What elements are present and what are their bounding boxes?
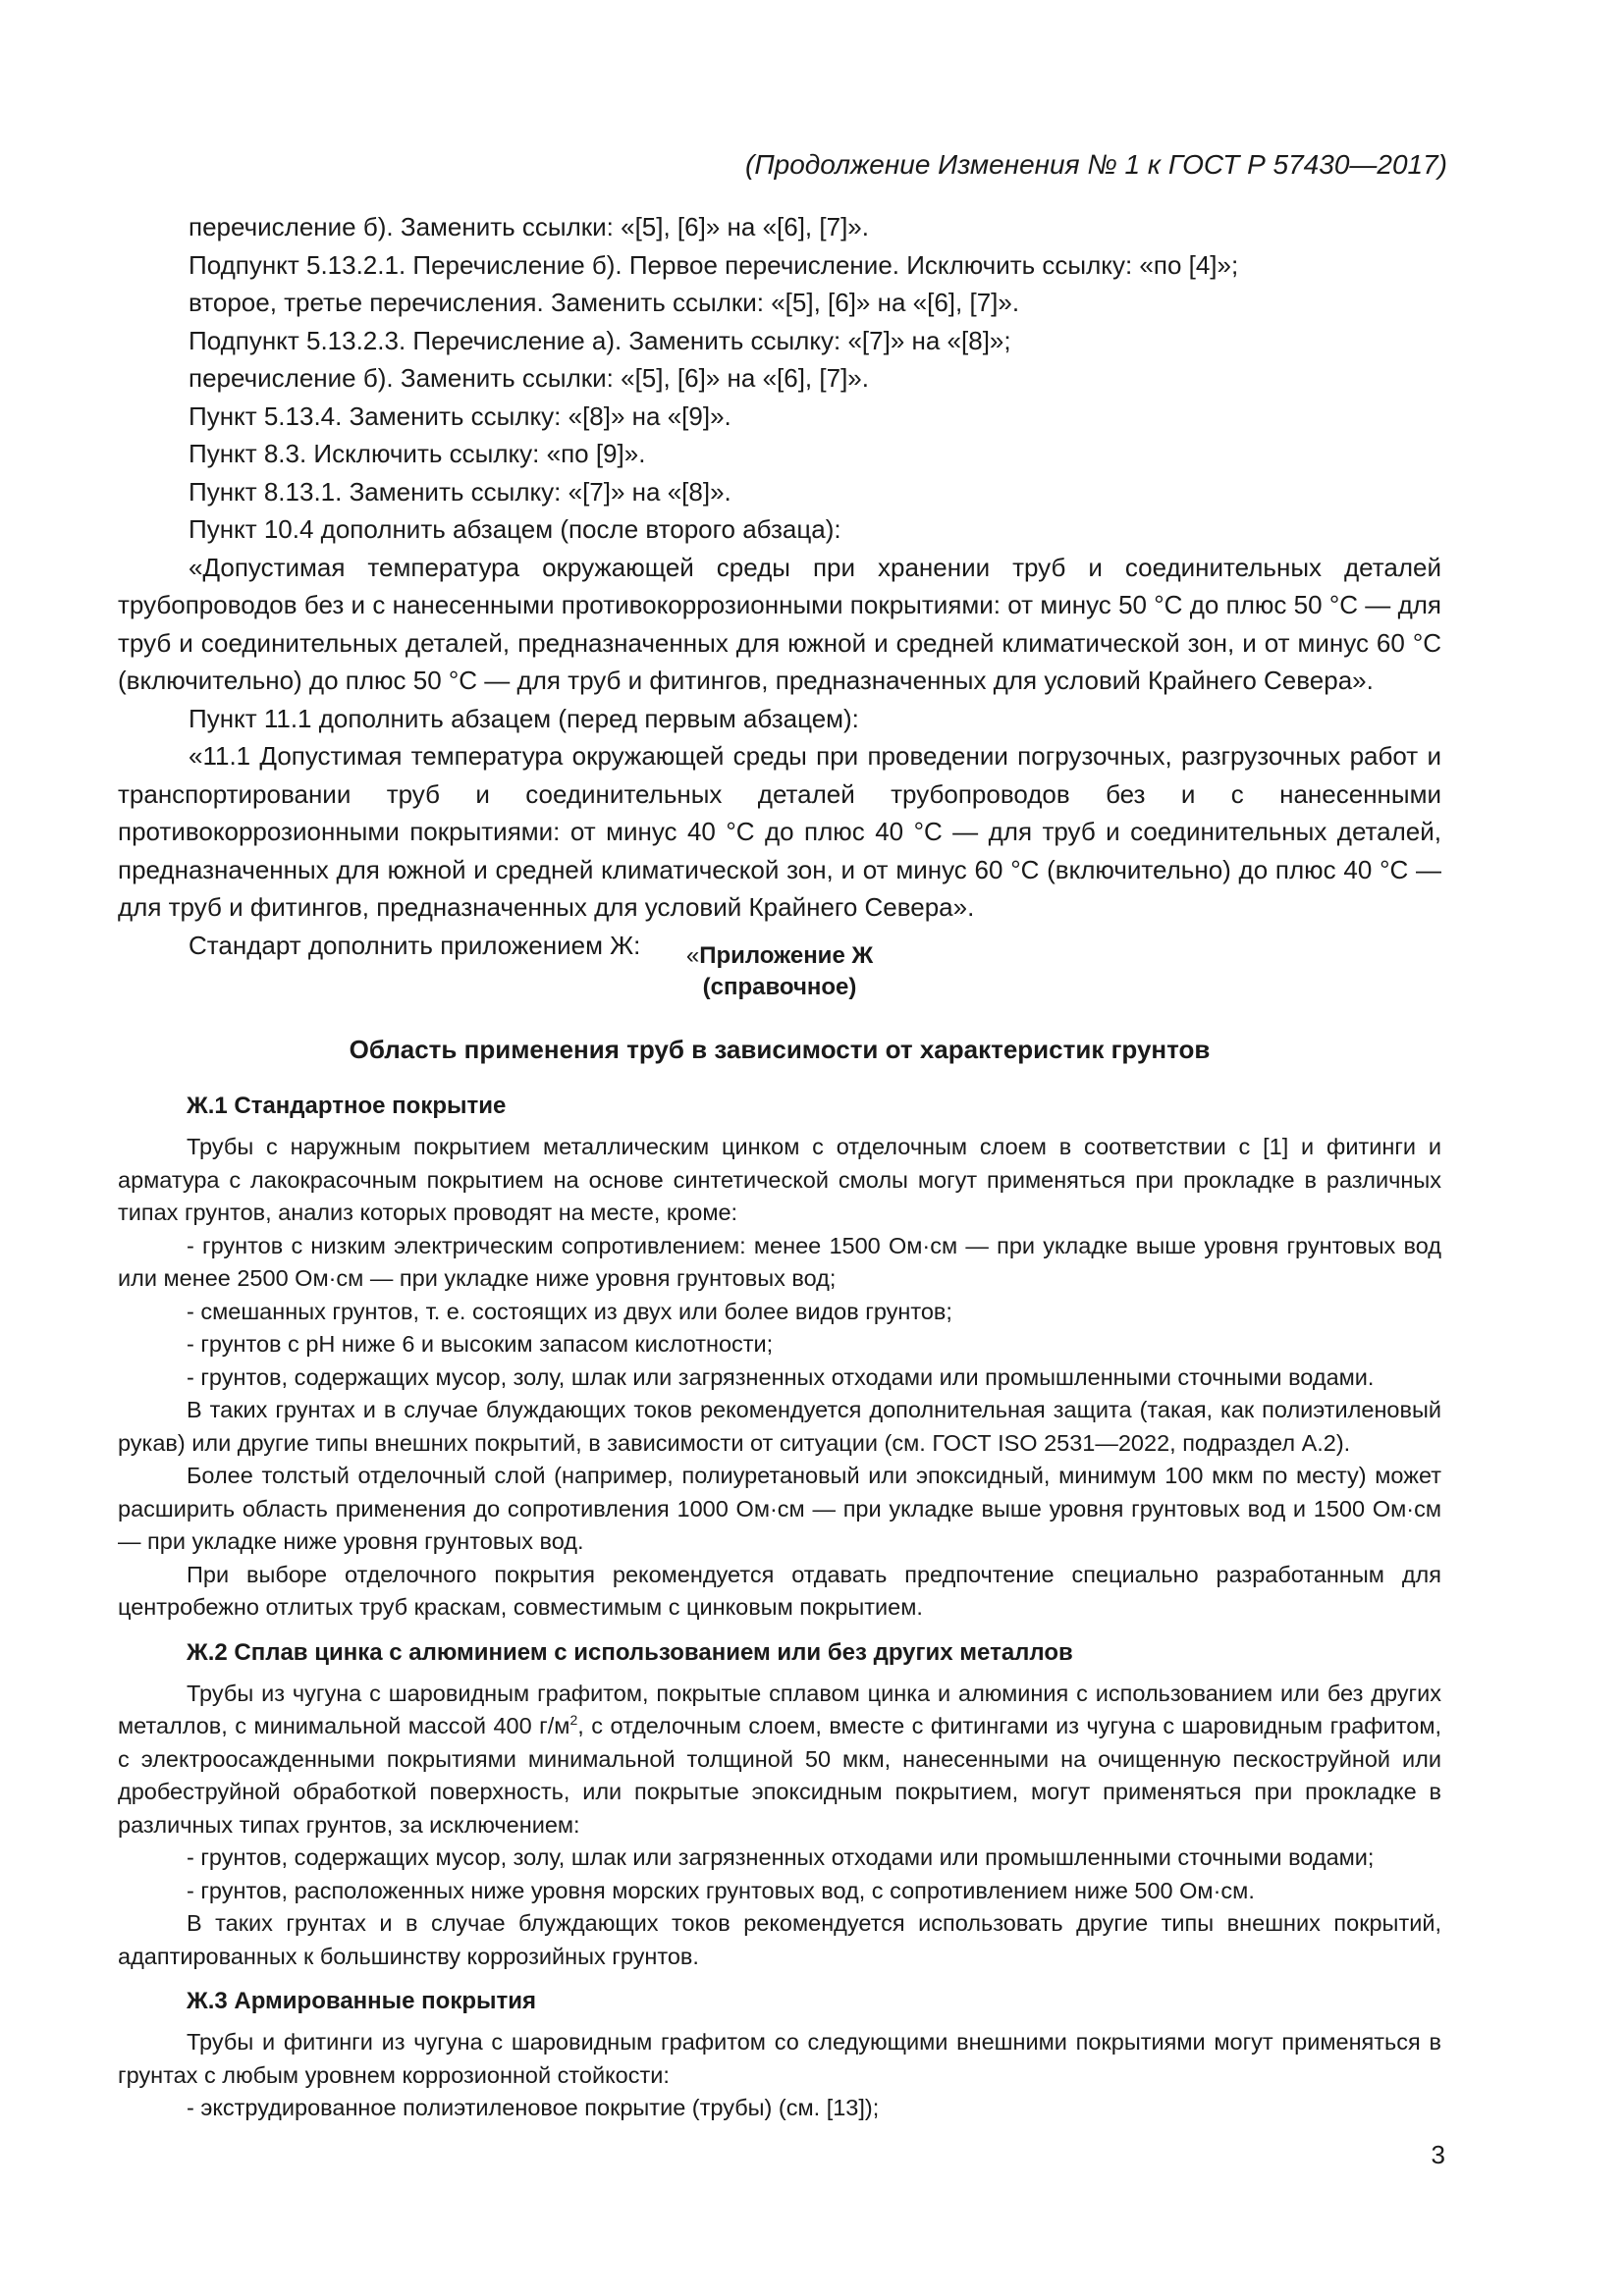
list-item: - грунтов с pH ниже 6 и высоким запасом кислотности; [187, 1331, 774, 1357]
list-item: - смешанных грунтов, т. е. состоящих из двух или более видов грунтов; [187, 1298, 952, 1324]
amendment-line: Подпункт 5.13.2.3. Перечисление а). Заменить ссылку: «[7]» на «[8]»; [189, 325, 1011, 355]
section-paragraph: Трубы и фитинги из чугуна с шаровидным графитом со следующими внешними покрытиями могут применяться в грунтах с любым уровнем коррозионной стойкости: [118, 2029, 1441, 2088]
amendment-line: Пункт 10.4 дополнить абзацем (после второго абзаца): [189, 514, 841, 544]
section-paragraph: Трубы с наружным покрытием металлическим цинком с отделочным слоем в соответствии с [1] и фитинги и арматура с лакокрасочным покрытием на основе синтетической смолы могут применяться при прокладке в различных типах грунтов, анализ которых проводят на месте, кроме: [118, 1134, 1441, 1225]
annex-body [118, 1090, 1441, 2125]
running-header: (Продолжение Изменения № 1 к ГОСТ Р 57430—2017) [745, 149, 1447, 180]
section-heading: Ж.3 Армированные покрытия [187, 1988, 537, 2014]
amendment-line: Пункт 11.1 дополнить абзацем (перед первым абзацем): [189, 703, 859, 733]
list-item: - грунтов, расположенных ниже уровня морских грунтовых вод, с сопротивлением ниже 500 Ом·см. [187, 1877, 1255, 1903]
section-paragraph: При выборе отделочного покрытия рекомендуется отдавать предпочтение специально разработанным для центробежно отлитых труб краскам, совместимым с цинковым покрытием. [118, 1561, 1441, 1620]
amendment-line: Пункт 8.13.1. Заменить ссылку: «[7]» на «[8]». [189, 476, 731, 507]
annex-title: Область применения труб в зависимости от характеристик грунтов [349, 1035, 1211, 1064]
amendment-paragraph: «11.1 Допустимая температура окружающей среды при проведении погрузочных, разгрузочных работ и транспортировании труб и соединительных деталей трубопроводов без и с нанесенными противокоррозионными покрытиями: от минус 40 °С до плюс 40 °С — для труб и соединительных деталей, предназначенных для южной и средней климатической зон, и от минус 60 °С (включительно) до плюс 40 °С — для труб и фитингов, предназначенных для условий Крайнего Севера». [118, 741, 1441, 922]
amendment-line: перечисление б). Заменить ссылки: «[5], [6]» на «[6], [7]». [189, 363, 869, 393]
amendment-line: Пункт 5.13.4. Заменить ссылку: «[8]» на «[9]». [189, 400, 731, 431]
annex-type: (справочное) [702, 974, 857, 1000]
section-paragraph: Трубы из чугуна с шаровидным графитом, покрытые сплавом цинка и алюминия с использованием или без других металлов, с минимальной массой 400 $г/м^2$, с отделочным слоем, вместе с фитингами из чугуна с шаровидным графитом, с электроосажденными покрытиями минимальной толщиной 50 мкм, нанесенными на очищенную пескоструйной или дробеструйной обработкой поверхность, или покрытые эпоксидным покрытием, могут применяться при прокладке в различных типах грунтов, за исключением: [118, 1680, 1441, 1838]
section-paragraph: В таких грунтах и в случае блуждающих токов рекомендуется дополнительная защита (такая, как полиэтиленовый рукав) или другие типы внешних покрытий, в зависимости от ситуации (см. ГОСТ ISO 2531—2022, подраздел А.2). [118, 1397, 1441, 1456]
page-number: 3 [1431, 2140, 1445, 2169]
section-heading: Ж.1 Стандартное покрытие [187, 1093, 507, 1119]
list-item: - грунтов, содержащих мусор, золу, шлак или загрязненных отходами или промышленными сточными водами; [187, 1844, 1375, 1870]
section-paragraph: Более толстый отделочный слой (например, полиуретановый или эпоксидный, минимум 100 мкм по месту) может расширить область применения до сопротивления 1000 Ом·см — при укладке выше уровня грунтовых вод и 1500 Ом·см — при укладке ниже уровня грунтовых вод. [118, 1463, 1441, 1554]
amendment-text [118, 208, 1441, 964]
amendment-line: Стандарт дополнить приложением Ж: [189, 930, 641, 960]
annex-label: «Приложение Ж [685, 942, 874, 969]
amendment-line: второе, третье перечисления. Заменить ссылки: «[5], [6]» на «[6], [7]». [189, 288, 1020, 317]
amendment-line: Пункт 8.3. Исключить ссылку: «по [9]». [189, 439, 646, 468]
list-item: - грунтов, содержащих мусор, золу, шлак или загрязненных отходами или промышленными сточными водами. [187, 1363, 1375, 1390]
section-heading: Ж.2 Сплав цинка с алюминием с использованием или без других металлов [187, 1638, 1073, 1666]
list-item: - грунтов с низким электрическим сопротивлением: менее 1500 Ом·см — при укладке выше уровня грунтовых вод или менее 2500 Ом·см — при укладке ниже уровня грунтовых вод; [118, 1232, 1441, 1291]
amendment-line: Подпункт 5.13.2.1. Перечисление б). Первое перечисление. Исключить ссылку: «по [4]»; [189, 249, 1239, 280]
section-paragraph: В таких грунтах и в случае блуждающих токов рекомендуется использовать другие типы внешних покрытий, адаптированных к большинству коррозийных грунтов. [118, 1910, 1441, 1969]
amendment-paragraph: «Допустимая температура окружающей среды при хранении труб и соединительных деталей трубопроводов без и с нанесенными противокоррозионными покрытиями: от минус 50 °С до плюс 50 °С — для труб и соединительных деталей, предназначенных для южной и средней климатической зон, и от минус 60 °С (включительно) до плюс 50 °С — для труб и фитингов, предназначенных для условий Крайнего Севера». [118, 552, 1441, 695]
annex-heading-block [118, 940, 1441, 1066]
amendment-line: перечисление б). Заменить ссылки: «[5], [6]» на «[6], [7]». [189, 212, 869, 241]
list-item: - экструдированное полиэтиленовое покрытие (трубы) (см. [13]); [187, 2095, 880, 2120]
